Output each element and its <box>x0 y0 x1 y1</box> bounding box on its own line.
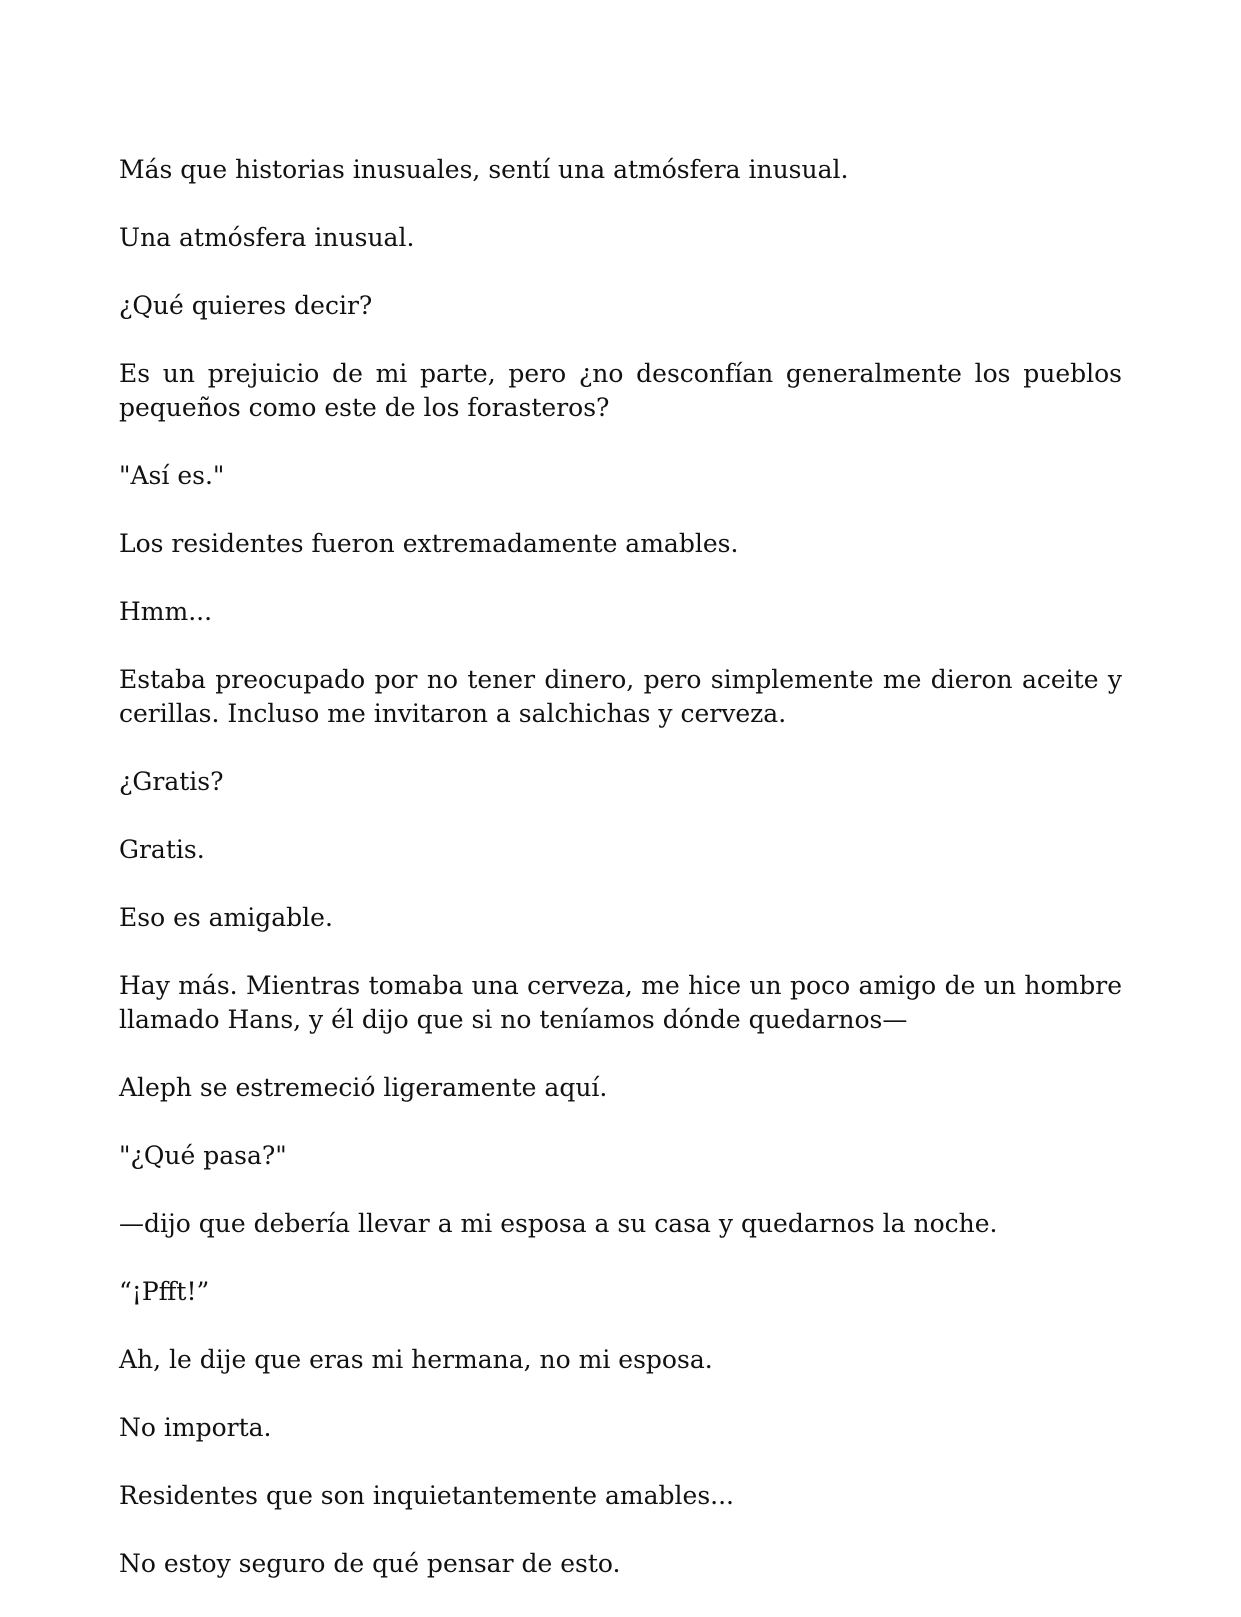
paragraph: Estaba preocupado por no tener dinero, pero simplemente me dieron aceite y cerillas. Incluso me invitaron a salchichas y cerveza. <box>119 665 1122 728</box>
paragraph: Residentes que son inquietantemente amables... <box>119 1481 734 1510</box>
paragraph: —dijo que debería llevar a mi esposa a su casa y quedarnos la noche. <box>119 1209 998 1238</box>
paragraph: "Así es." <box>119 461 225 490</box>
paragraph: ¿Gratis? <box>119 767 224 796</box>
paragraph: Ah, le dije que eras mi hermana, no mi esposa. <box>119 1345 713 1374</box>
paragraph: Más que historias inusuales, sentí una atmósfera inusual. <box>119 155 849 184</box>
paragraph: Eso es amigable. <box>119 903 333 932</box>
paragraph: No importa. <box>119 1413 272 1442</box>
paragraph: "¿Qué pasa?" <box>119 1141 287 1170</box>
body-text <box>119 153 1122 1581</box>
paragraph: No estoy seguro de qué pensar de esto. <box>119 1549 621 1578</box>
paragraph: Una atmósfera inusual. <box>119 223 415 252</box>
paragraph: Es un prejuicio de mi parte, pero ¿no desconfían generalmente los pueblos pequeños como este de los forasteros? <box>119 359 1122 422</box>
paragraph: Los residentes fueron extremadamente amables. <box>119 529 739 558</box>
paragraph: “¡Pfft!” <box>119 1277 210 1306</box>
paragraph: Gratis. <box>119 835 205 864</box>
paragraph: Hay más. Mientras tomaba una cerveza, me hice un poco amigo de un hombre llamado Hans, y él dijo que si no teníamos dónde quedarnos— <box>119 971 1122 1034</box>
paragraph: ¿Qué quieres decir? <box>119 291 373 320</box>
paragraph: Aleph se estremeció ligeramente aquí. <box>119 1073 608 1102</box>
paragraph: Hmm... <box>119 597 213 626</box>
